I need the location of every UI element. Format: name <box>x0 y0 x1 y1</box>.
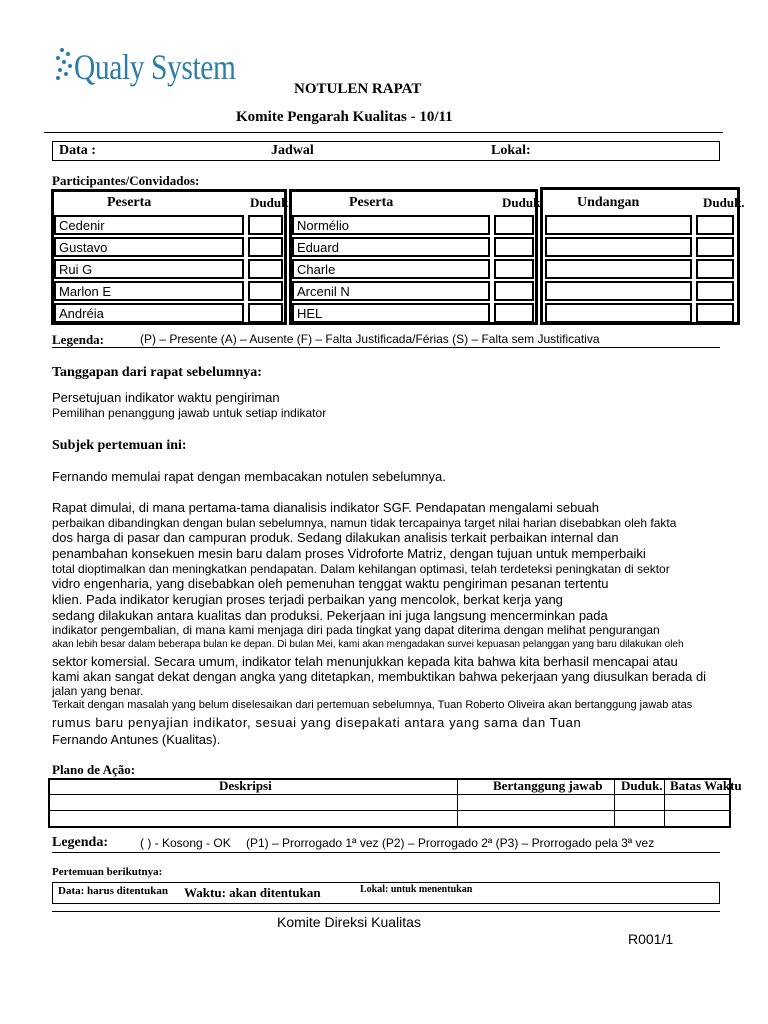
participant-status-cell <box>248 215 283 235</box>
action-col-responsible: Bertanggung jawab <box>493 778 603 793</box>
guest-status-cell <box>696 237 734 257</box>
participant-status-cell <box>248 237 283 257</box>
document-code: R001/1 <box>628 931 674 947</box>
action-row-divider <box>48 810 731 811</box>
guest-status-cell <box>696 259 734 279</box>
legend-divider <box>52 347 720 348</box>
participant-name-cell: Normélio <box>292 215 490 235</box>
participant-status-cell <box>248 259 283 279</box>
minutes-line: jalan yang benar. <box>52 684 144 698</box>
minutes-line: indikator pengembalian, di mana kami menjaga diri pada tingkat yang dapat diterima dengan melihat pengurangan <box>52 623 660 637</box>
guest-name-cell <box>545 303 692 323</box>
col3-status-header: Duduk. <box>703 195 745 210</box>
legend-text: (P) – Presente (A) – Ausente (F) – Falta Justificada/Férias (S) – Falta sem Justificativa <box>140 332 600 346</box>
legend-text: ( ) - Kosong - OK <box>140 836 231 850</box>
meeting-info-box <box>52 141 720 161</box>
participant-name-cell: Rui G <box>54 259 244 279</box>
subject-intro: Fernando memulai rapat dengan membacakan notulen sebelumnya. <box>52 469 446 484</box>
participant-name-cell: Gustavo <box>54 237 244 257</box>
participant-name-cell: Charle <box>292 259 490 279</box>
guest-status-cell <box>696 281 734 301</box>
legend-label: Legenda: <box>52 332 104 347</box>
logo-text: Qualy System <box>74 47 236 87</box>
participant-name-cell: Andréia <box>54 303 244 323</box>
minutes-line: Fernando Antunes (Kualitas). <box>52 732 221 747</box>
col2-header: Peserta <box>349 195 394 210</box>
guest-name-cell <box>545 281 692 301</box>
legend-text: (P1) – Prorrogado 1ª vez (P2) – Prorrogado 2ª (P3) – Prorrogado pela 3ª vez <box>246 836 655 850</box>
participant-status-cell <box>494 215 534 235</box>
participant-name-cell: Eduard <box>292 237 490 257</box>
col3-header: Undangan <box>577 195 640 210</box>
document-title: NOTULEN RAPAT <box>294 81 422 97</box>
minutes-line: klien. Pada indikator kerugian proses terjadi perbaikan yang mencolok, berkat kerja yang <box>52 592 563 607</box>
minutes-line: akan lebih besar dalam beberapa bulan ke depan. Di bulan Mei, kami akan mengadakan survei kepuasan pelanggan yang baru dilakukan oleh <box>52 639 684 650</box>
participant-name-cell: Marlon E <box>54 281 244 301</box>
next-meeting-time: Waktu: akan ditentukan <box>184 885 321 900</box>
col1-status-header: Duduk. <box>250 195 292 210</box>
minutes-line: Terkait dengan masalah yang belum diselesaikan dari pertemuan sebelumnya, Tuan Roberto Oliveira akan bertanggung jawab atas <box>52 699 693 711</box>
participants-heading: Participantes/Convidados: <box>52 173 200 188</box>
action-col-divider <box>457 778 458 828</box>
col1-header: Peserta <box>107 195 152 210</box>
footer-committee: Komite Direksi Kualitas <box>277 914 421 930</box>
participant-status-cell <box>494 259 534 279</box>
participant-status-cell <box>248 281 283 301</box>
guest-status-cell <box>696 215 734 235</box>
participant-name-cell: Cedenir <box>54 215 244 235</box>
next-meeting-date: Data: harus ditentukan <box>58 885 169 897</box>
subject-heading: Subjek pertemuan ini: <box>52 438 187 453</box>
minutes-line: sektor komersial. Secara umum, indikator telah menunjukkan kepada kita bahwa kita berhasil mencapai atau <box>52 654 678 669</box>
next-meeting-location: Lokal: untuk menentukan <box>360 884 473 895</box>
minutes-line: penambahan konsekuen mesin baru dalam proses Vidroforte Matriz, dengan tujuan untuk memperbaiki <box>52 546 646 561</box>
participant-status-cell <box>494 303 534 323</box>
header-divider <box>44 132 723 133</box>
guest-status-cell <box>696 303 734 323</box>
guest-name-cell <box>545 215 692 235</box>
legend-label: Legenda: <box>52 835 108 850</box>
action-col-divider <box>614 778 615 828</box>
previous-item: Persetujuan indikator waktu pengiriman <box>52 390 280 405</box>
previous-item: Pemilihan penanggung jawab untuk setiap indikator <box>52 406 327 420</box>
minutes-line: perbaikan dibandingkan dengan bulan sebelumnya, namun tidak tercapainya target nilai harian disebabkan oleh fakta <box>52 516 677 530</box>
minutes-line: vidro engenharia, yang disebabkan oleh pemenuhan tenggat waktu pengiriman pesanan tertentu <box>52 576 609 591</box>
action-plan-heading: Plano de Ação: <box>52 762 136 777</box>
minutes-line: rumus baru penyajian indikator, sesuai yang disepakati antara yang sama dan Tuan <box>52 715 582 730</box>
participant-name-cell: HEL <box>292 303 490 323</box>
location-label: Lokal: <box>491 143 531 158</box>
schedule-label: Jadwal <box>271 143 314 158</box>
date-label: Data : <box>59 143 96 158</box>
participant-status-cell <box>494 237 534 257</box>
minutes-line: kami akan sangat dekat dengan angka yang ditetapkan, membuktikan bahwa pekerjaan yang diusulkan berada di <box>52 669 707 684</box>
participant-name-cell: Arcenil N <box>292 281 490 301</box>
guest-name-cell <box>545 259 692 279</box>
guest-name-cell <box>545 237 692 257</box>
action-row-divider <box>48 794 731 795</box>
minutes-line: Rapat dimulai, di mana pertama-tama dianalisis indikator SGF. Pendapatan mengalami sebuah <box>52 500 600 515</box>
footer-divider <box>52 911 720 912</box>
minutes-line: total dioptimalkan dan meningkatkan pendapatan. Dalam kehilangan optimasi, telah terdeteksi peningkatan di sektor <box>52 562 670 576</box>
legend-divider <box>52 852 720 853</box>
minutes-line: sedang dilakukan antara kualitas dan produksi. Pekerjaan ini juga langsung mencerminkan pada <box>52 608 608 623</box>
minutes-line: dos harga di pasar dan campuran produk. Sedang dilakukan analisis terkait perbaikan internal dan <box>52 530 619 545</box>
action-col-description: Deskripsi <box>219 778 272 793</box>
action-col-status: Duduk. <box>621 778 663 793</box>
document-subtitle: Komite Pengarah Kualitas - 10/11 <box>236 109 453 125</box>
next-meeting-heading: Pertemuan berikutnya: <box>52 866 163 878</box>
col2-status-header: Duduk. <box>502 195 544 210</box>
action-col-divider <box>664 778 665 828</box>
action-col-deadline: Batas Waktu <box>670 778 742 793</box>
participant-status-cell <box>494 281 534 301</box>
previous-heading: Tanggapan dari rapat sebelumnya: <box>52 365 262 380</box>
participant-status-cell <box>248 303 283 323</box>
